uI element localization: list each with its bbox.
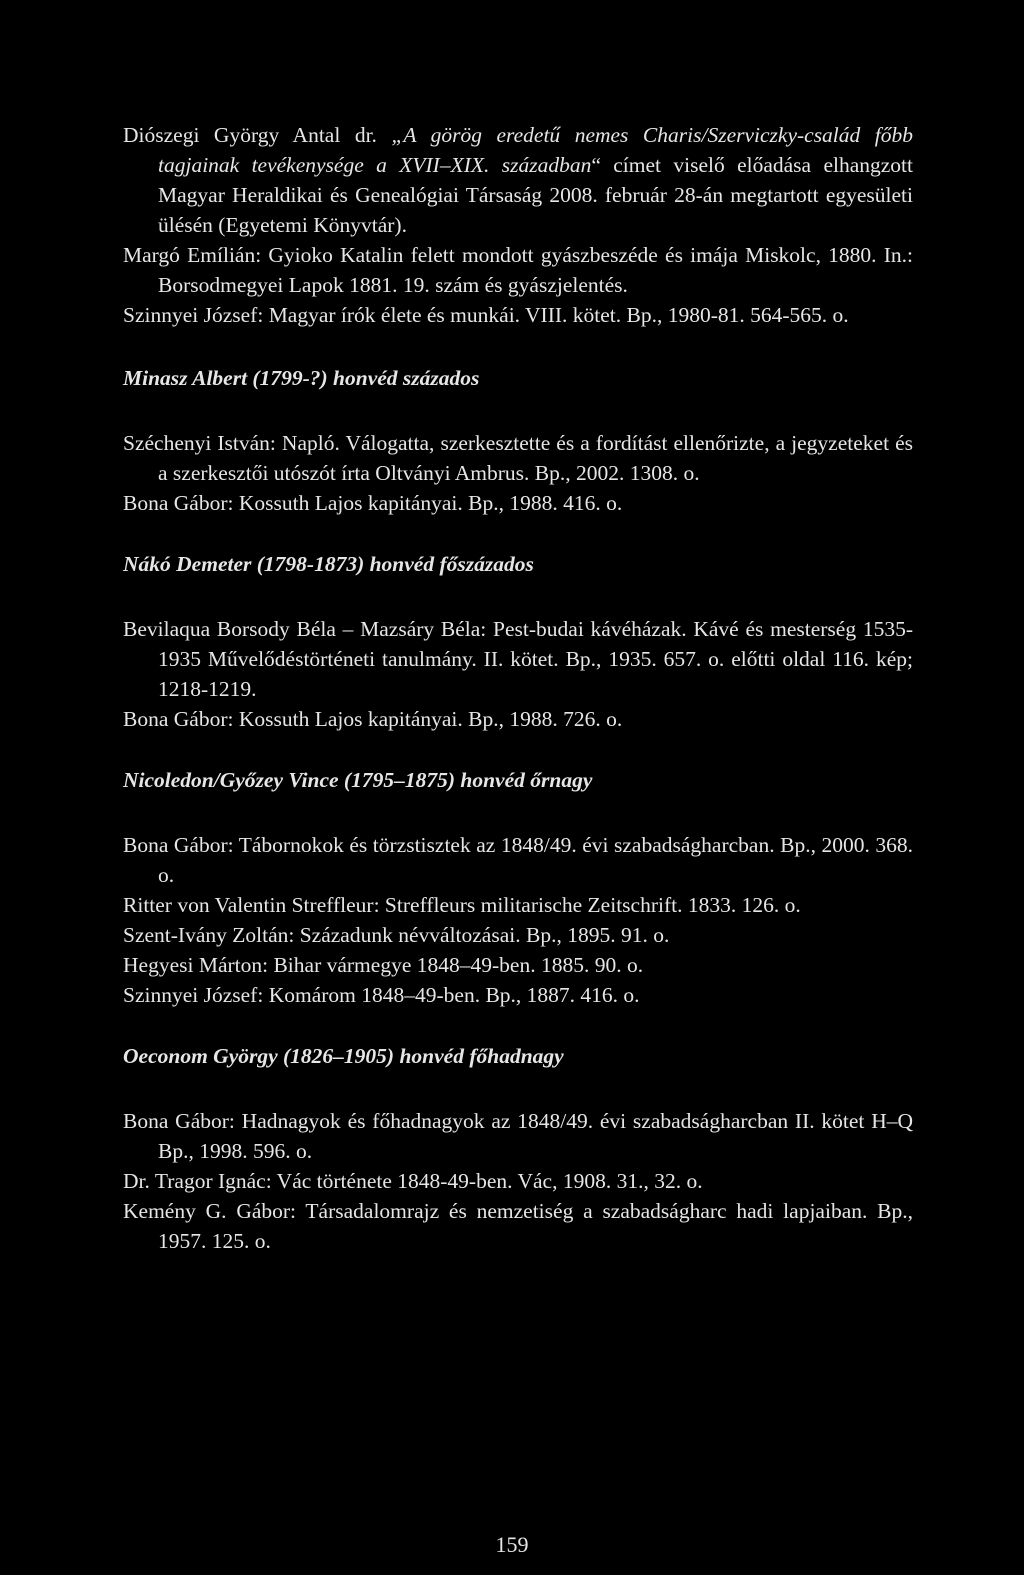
reference-entry: Margó Emílián: Gyioko Katalin felett mondott gyászbeszéde és imája Miskolc, 1880. In.: Borsodmegyei Lapok 1881. 19. szám és gyászjelentés. — [123, 243, 913, 297]
reference-text: “ címet viselő előadása elhangzott Magyar Heraldikai és Genealógiai Társaság 2008. február 28-án megtartott egyesületi ülésén (Egyetemi Könyvtár). — [158, 153, 913, 237]
reference-entry: Bevilaqua Borsody Béla – Mazsáry Béla: Pest-budai kávéházak. Kávé és mesterség 1535-1935 Művelődéstörténeti tanulmány. II. kötet. Bp., 1935. 657. o. előtti oldal 116. kép; 1218-1219. — [123, 617, 913, 701]
reference-entry: Ritter von Valentin Streffleur: Streffleurs militarische Zeitschrift. 1833. 126. o. — [123, 893, 801, 917]
reference-entry: Kemény G. Gábor: Társadalomrajz és nemzetiség a szabadságharc hadi lapjaiban. Bp., 1957. 125. o. — [123, 1199, 913, 1253]
reference-entry: Bona Gábor: Kossuth Lajos kapitányai. Bp., 1988. 726. o. — [123, 707, 623, 731]
reference-entry: Bona Gábor: Tábornokok és törzstisztek az 1848/49. évi szabadságharcban. Bp., 2000. 368. o. — [123, 833, 913, 887]
reference-entry: Dr. Tragor Ignác: Vác története 1848-49-ben. Vác, 1908. 31., 32. o. — [123, 1169, 703, 1193]
reference-italic-title: „A görög eredetű nemes Charis/Szerviczky-család főbb tagjainak tevékenysége a XVII–XIX. században — [158, 123, 914, 177]
page-body — [123, 120, 913, 1256]
reference-entry: Széchenyi István: Napló. Válogatta, szerkesztette és a fordítást ellenőrizte, a jegyzeteket és a szerkesztői utószót írta Oltványi Ambrus. Bp., 2002. 1308. o. — [123, 431, 913, 485]
section-heading: Oeconom György (1826–1905) honvéd főhadnagy — [123, 1044, 564, 1068]
biography-section — [123, 549, 913, 734]
reference-entry: Szent-Ivány Zoltán: Századunk névváltozásai. Bp., 1895. 91. o. — [123, 923, 670, 947]
reference-entry: Szinnyei József: Komárom 1848–49-ben. Bp., 1887. 416. o. — [123, 983, 640, 1007]
section-heading: Minasz Albert (1799-?) honvéd százados — [123, 366, 480, 390]
reference-entry — [123, 120, 913, 240]
reference-text: Diószegi György Antal dr. — [123, 123, 392, 147]
reference-entry: Hegyesi Márton: Bihar vármegye 1848–49-ben. 1885. 90. o. — [123, 953, 644, 977]
reference-entry: Bona Gábor: Hadnagyok és főhadnagyok az 1848/49. évi szabadságharcban II. kötet H–Q Bp., 1998. 596. o. — [123, 1109, 913, 1163]
section-heading: Nicoledon/Győzey Vince (1795–1875) honvéd őrnagy — [123, 768, 593, 792]
section-heading: Nákó Demeter (1798-1873) honvéd főszázados — [123, 552, 534, 576]
reference-entry: Szinnyei József: Magyar írók élete és munkái. VIII. kötet. Bp., 1980-81. 564-565. o. — [123, 303, 849, 327]
biography-section — [123, 765, 913, 1010]
page-number: 159 — [495, 1532, 529, 1557]
biography-section — [123, 1041, 913, 1256]
reference-entry: Bona Gábor: Kossuth Lajos kapitányai. Bp., 1988. 416. o. — [123, 491, 623, 515]
biography-section — [123, 363, 913, 518]
